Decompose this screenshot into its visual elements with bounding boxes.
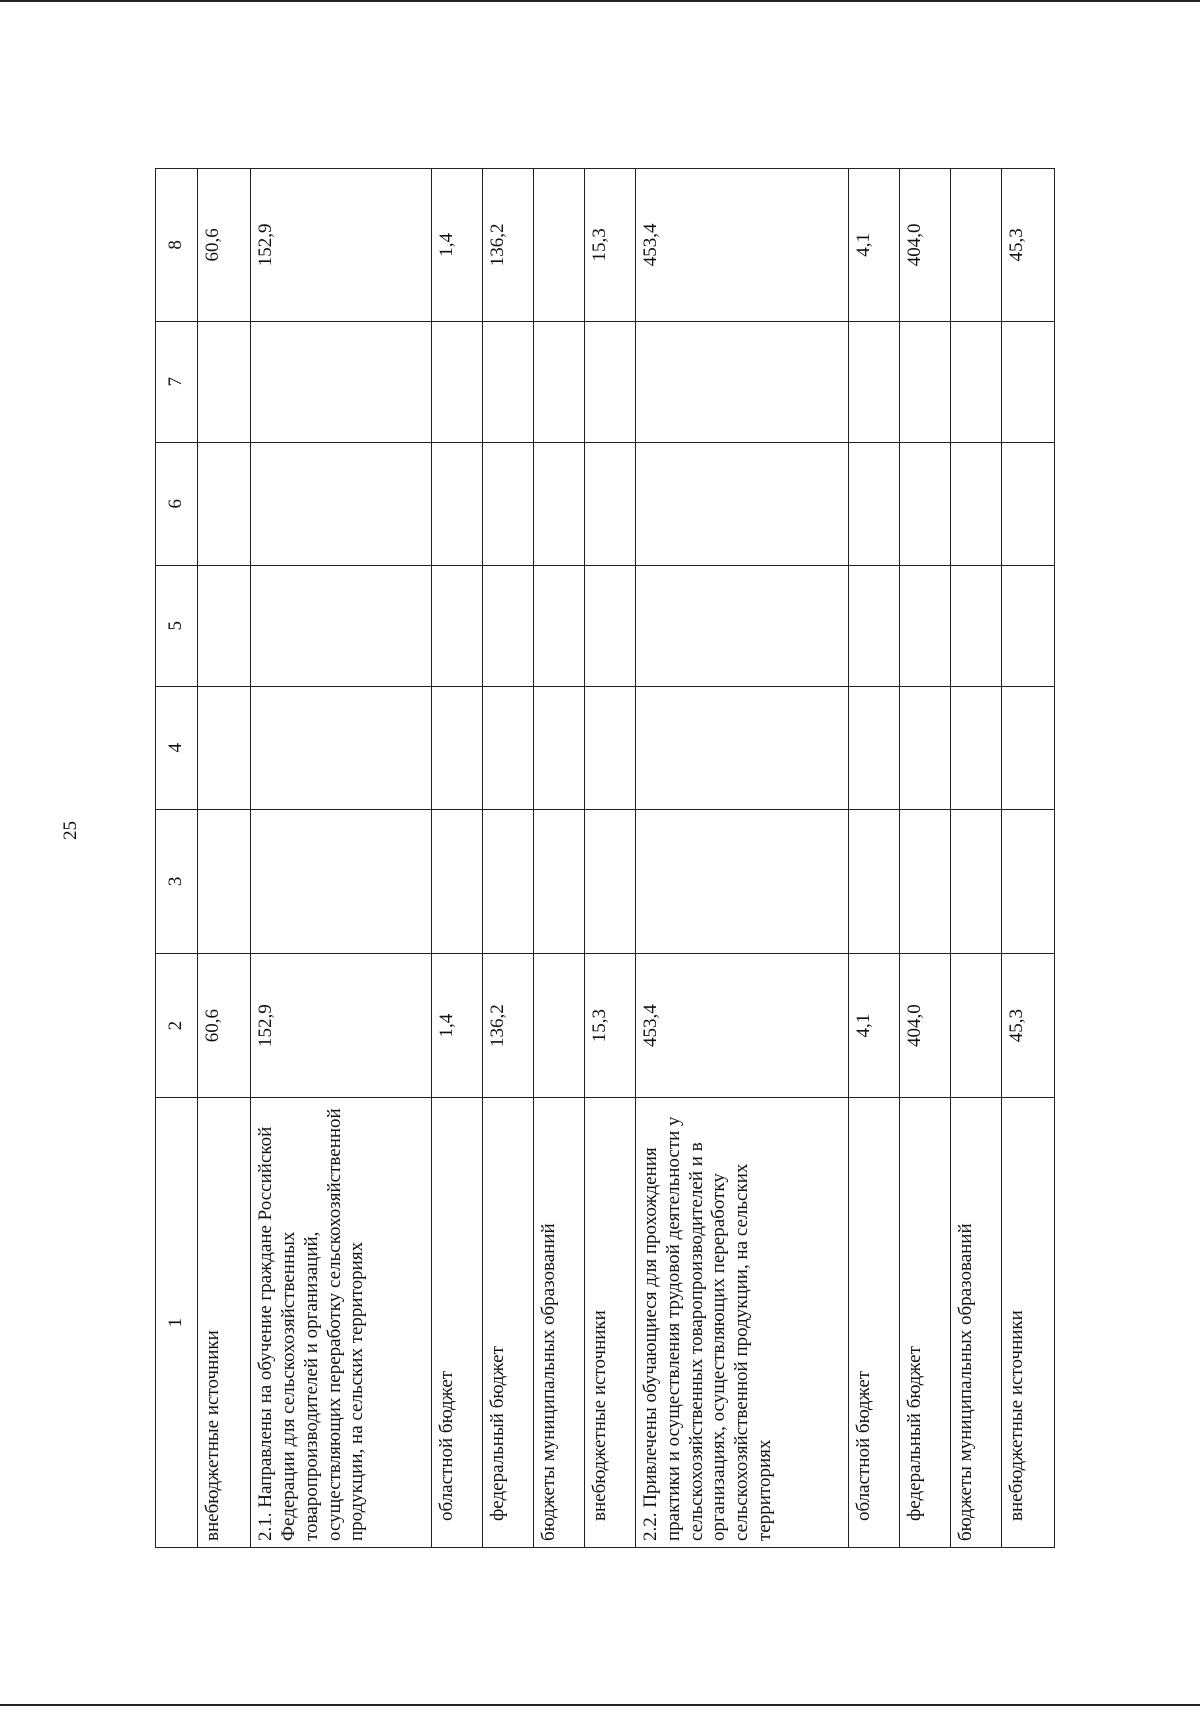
scan-edge-top	[0, 0, 1200, 2]
value-cell-col6	[198, 442, 251, 565]
value-cell-col8: 60,6	[198, 169, 251, 322]
value-cell-col6	[251, 442, 432, 565]
value-cell-col5	[533, 565, 584, 686]
scan-edge-bottom	[0, 1704, 1200, 1706]
value-cell-col3	[636, 809, 849, 953]
value-cell-col8: 45,3	[1001, 169, 1054, 322]
value-cell-col3	[899, 809, 950, 953]
value-cell-col3	[251, 809, 432, 953]
table-row	[533, 169, 584, 1548]
value-cell-col2: 453,4	[636, 953, 849, 1097]
header-cell: 2	[156, 953, 198, 1097]
value-cell-col3	[585, 809, 636, 953]
value-cell-col6	[636, 442, 849, 565]
row-label: областной бюджет	[431, 1098, 482, 1548]
value-cell-col2	[950, 953, 1001, 1097]
value-cell-col6	[1001, 442, 1054, 565]
value-cell-col3	[950, 809, 1001, 953]
value-cell-col4	[251, 686, 432, 809]
budget-table	[155, 168, 1055, 1548]
value-cell-col2: 152,9	[251, 953, 432, 1097]
value-cell-col6	[533, 442, 584, 565]
header-cell: 5	[156, 565, 198, 686]
value-cell-col7	[950, 321, 1001, 442]
table-row	[1001, 169, 1054, 1548]
value-cell-col4	[899, 686, 950, 809]
row-label: 2.2. Привлечены обучающиеся для прохождения практики и осуществления трудовой деятельности у сельскохозяйственных товаропроизводителей и в организациях, осуществляющих переработку сельскохозяйственной продукции, на сельских территориях	[636, 1098, 849, 1548]
value-cell-col6	[848, 442, 899, 565]
value-cell-col2: 15,3	[585, 953, 636, 1097]
value-cell-col8: 4,1	[848, 169, 899, 322]
value-cell-col6	[482, 442, 533, 565]
value-cell-col8	[950, 169, 1001, 322]
row-label: областной бюджет	[848, 1098, 899, 1548]
value-cell-col5	[585, 565, 636, 686]
value-cell-col3	[848, 809, 899, 953]
value-cell-col2: 136,2	[482, 953, 533, 1097]
value-cell-col8: 152,9	[251, 169, 432, 322]
header-cell: 7	[156, 321, 198, 442]
value-cell-col7	[585, 321, 636, 442]
header-cell: 3	[156, 809, 198, 953]
table-header	[156, 169, 198, 1548]
value-cell-col5	[431, 565, 482, 686]
value-cell-col7	[899, 321, 950, 442]
value-cell-col4	[1001, 686, 1054, 809]
value-cell-col7	[848, 321, 899, 442]
header-cell: 6	[156, 442, 198, 565]
value-cell-col7	[482, 321, 533, 442]
value-cell-col3	[198, 809, 251, 953]
value-cell-col5	[950, 565, 1001, 686]
page-number: 25	[60, 821, 81, 840]
value-cell-col4	[848, 686, 899, 809]
value-cell-col4	[585, 686, 636, 809]
value-cell-col4	[431, 686, 482, 809]
value-cell-col8: 136,2	[482, 169, 533, 322]
table-row	[198, 169, 251, 1548]
value-cell-col4	[482, 686, 533, 809]
row-label: федеральный бюджет	[482, 1098, 533, 1548]
table-row	[251, 169, 432, 1548]
value-cell-col3	[482, 809, 533, 953]
value-cell-col5	[899, 565, 950, 686]
value-cell-col3	[533, 809, 584, 953]
row-label: бюджеты муниципальных образований	[533, 1098, 584, 1548]
row-label: бюджеты муниципальных образований	[950, 1098, 1001, 1548]
header-cell: 8	[156, 169, 198, 322]
value-cell-col6	[585, 442, 636, 565]
row-label: федеральный бюджет	[899, 1098, 950, 1548]
value-cell-col7	[533, 321, 584, 442]
value-cell-col7	[198, 321, 251, 442]
value-cell-col7	[1001, 321, 1054, 442]
value-cell-col5	[636, 565, 849, 686]
value-cell-col7	[636, 321, 849, 442]
table-body	[198, 169, 1055, 1548]
value-cell-col2: 404,0	[899, 953, 950, 1097]
value-cell-col4	[198, 686, 251, 809]
value-cell-col2	[533, 953, 584, 1097]
value-cell-col3	[431, 809, 482, 953]
value-cell-col5	[1001, 565, 1054, 686]
header-cell: 1	[156, 1098, 198, 1548]
rotated-table-wrapper	[155, 168, 1055, 1548]
value-cell-col7	[431, 321, 482, 442]
value-cell-col8: 404,0	[899, 169, 950, 322]
value-cell-col8: 15,3	[585, 169, 636, 322]
value-cell-col6	[899, 442, 950, 565]
value-cell-col4	[533, 686, 584, 809]
row-label: 2.1. Направлены на обучение граждане Российской Федерации для сельскохозяйственных товаропроизводителей и организаций, осуществляющих переработку сельскохозяйственной продукции, на сельских территориях	[251, 1098, 432, 1548]
value-cell-col7	[251, 321, 432, 442]
value-cell-col8	[533, 169, 584, 322]
value-cell-col5	[251, 565, 432, 686]
table-row	[950, 169, 1001, 1548]
value-cell-col6	[431, 442, 482, 565]
row-label: внебюджетные источники	[585, 1098, 636, 1548]
value-cell-col5	[482, 565, 533, 686]
value-cell-col4	[950, 686, 1001, 809]
value-cell-col2: 60,6	[198, 953, 251, 1097]
table-row	[636, 169, 849, 1548]
value-cell-col6	[950, 442, 1001, 565]
table-row	[848, 169, 899, 1548]
header-cell: 4	[156, 686, 198, 809]
value-cell-col2: 4,1	[848, 953, 899, 1097]
value-cell-col5	[848, 565, 899, 686]
table-row	[899, 169, 950, 1548]
value-cell-col8: 1,4	[431, 169, 482, 322]
row-label: внебюджетные источники	[1001, 1098, 1054, 1548]
table-row	[585, 169, 636, 1548]
row-label: внебюджетные источники	[198, 1098, 251, 1548]
table-row	[431, 169, 482, 1548]
value-cell-col4	[636, 686, 849, 809]
value-cell-col5	[198, 565, 251, 686]
value-cell-col2: 45,3	[1001, 953, 1054, 1097]
value-cell-col2: 1,4	[431, 953, 482, 1097]
value-cell-col3	[1001, 809, 1054, 953]
value-cell-col8: 453,4	[636, 169, 849, 322]
table-row	[482, 169, 533, 1548]
